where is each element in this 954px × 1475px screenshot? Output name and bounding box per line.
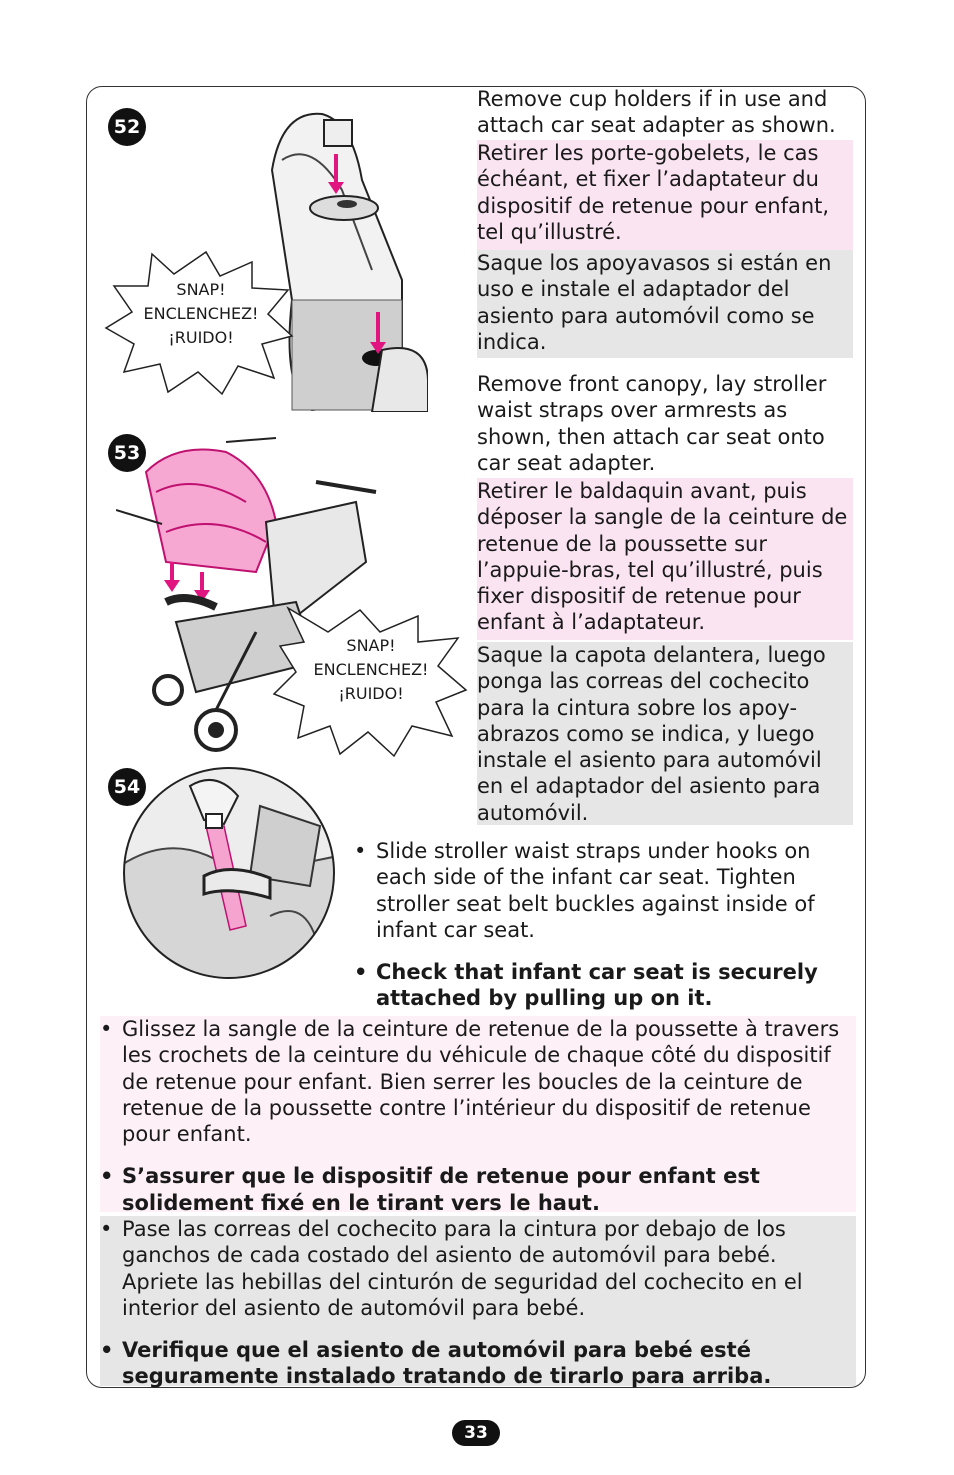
- snap-text-52: SNAP! ENCLENCHEZ! ¡RUIDO!: [143, 280, 259, 347]
- step54-es-bullet1: • Pase las correas del cochecito para la cintura por debajo de los ganchos de cada costado del asiento de automóvil para bebé. Apriete las hebillas del cinturón de seguridad del cochecito en el interior del asiento de automóvil para bebé.: [100, 1216, 856, 1321]
- buckle-closeup-illustration: [120, 766, 338, 980]
- step54-es-bullet2: • Verifique que el asiento de automóvil para bebé esté seguramente instalado tratando de tirarlo para arriba.: [100, 1337, 856, 1390]
- step52-es: Saque los apoyavasos si están en uso e instale el adaptador del asiento para automóvil como se indica.: [477, 250, 853, 358]
- step54-en: [354, 838, 846, 1012]
- step54-fr-bullet1: • Glissez la sangle de la ceinture de retenue de la poussette à travers les crochets de la ceinture du véhicule de chaque côté du dispositif de retenue pour enfant. Bien serrer les boucles de la ceinture de retenue de la poussette contre l’intérieur du dispositif de retenue pour enfant.: [100, 1016, 856, 1147]
- step54-en-bullet1: • Slide stroller waist straps under hooks on each side of the infant car seat. Tighten stroller seat belt buckles against inside of infant car seat.: [354, 838, 846, 943]
- step54-es: [100, 1216, 856, 1389]
- step54-fr: [100, 1016, 856, 1215]
- step-number-54: 54: [108, 768, 146, 806]
- step-number-53: 53: [108, 434, 146, 472]
- page-number: 33: [452, 1420, 500, 1446]
- step53-en: Remove front canopy, lay stroller waist straps over armrests as shown, then attach car seat onto car seat adapter.: [477, 372, 827, 475]
- step54-fr-bullet2: • S’assurer que le dispositif de retenue pour enfant est solidement fixé en le tirant vers le haut.: [100, 1163, 856, 1216]
- step53-es: Saque la capota delantera, luego ponga las correas del cochecito para la cintura sobre los apoy-abrazos como se indica, y luego instale el asiento para automóvil en el adaptador del asiento para automóvil.: [477, 642, 853, 825]
- step52-fr: Retirer les porte-gobelets, le cas échéant, et fixer l’adaptateur du dispositif de retenue pour enfant, tel qu’illustré.: [477, 140, 853, 250]
- snap-text-53: SNAP! ENCLENCHEZ! ¡RUIDO!: [313, 636, 429, 703]
- step52-en: Remove cup holders if in use and attach car seat adapter as shown.: [477, 87, 836, 138]
- step53-fr: Retirer le baldaquin avant, puis déposer la sangle de la ceinture de retenue de la poussette sur l’appuie-bras, tel qu’illustré, puis fixer dispositif de retenue pour enfant à l’adaptateur.: [477, 478, 853, 640]
- step-number-52: 52: [108, 108, 146, 146]
- step54-en-bullet2: • Check that infant car seat is securely attached by pulling up on it.: [354, 959, 846, 1012]
